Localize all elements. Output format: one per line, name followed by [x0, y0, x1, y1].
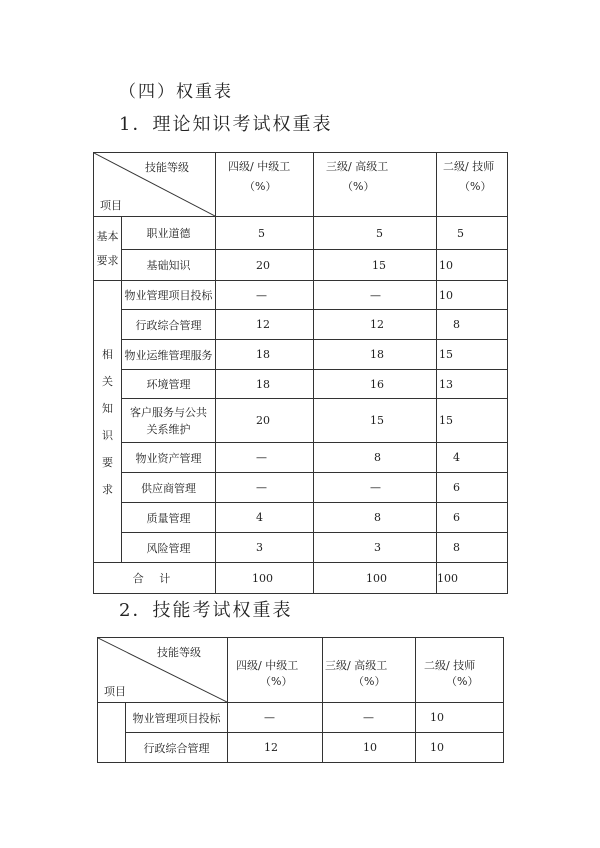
corner-cell: [94, 153, 216, 217]
skill-heading: 2．技能考试权重表: [119, 600, 293, 621]
value-cell: 18: [314, 340, 437, 370]
value-cell: 10: [416, 703, 504, 733]
row-item: 基础知识: [122, 250, 216, 281]
value-cell: —: [216, 473, 314, 503]
value-cell: 8: [314, 443, 437, 473]
group-label: 基本 要求: [94, 217, 122, 281]
level-header: 三级/ 高级工 （%）: [314, 153, 437, 217]
value-cell: 12: [216, 310, 314, 340]
value-cell: 4: [216, 503, 314, 533]
value-cell: 15: [314, 399, 437, 443]
value-cell: 20: [216, 250, 314, 281]
skill-level-label: 技能等级: [145, 161, 189, 174]
row-item: 职业道德: [122, 217, 216, 250]
group-label: 相 关 知 识 要 求: [94, 281, 122, 563]
value-cell: 3: [314, 533, 437, 563]
table-row: [94, 217, 508, 250]
total-row: [94, 563, 508, 594]
table-row: [94, 281, 508, 310]
row-item: 物业资产管理: [122, 443, 216, 473]
value-cell: —: [314, 281, 437, 310]
table-row: [98, 733, 504, 763]
table-row: [94, 399, 508, 443]
value-cell: 18: [216, 370, 314, 399]
row-item: 质量管理: [122, 503, 216, 533]
value-cell: —: [323, 703, 416, 733]
table-row: [94, 250, 508, 281]
row-item: 物业管理项目投标: [122, 281, 216, 310]
value-cell: —: [228, 703, 323, 733]
table-row: [94, 443, 508, 473]
table-row: [94, 473, 508, 503]
value-cell: 20: [216, 399, 314, 443]
row-item: 行政综合管理: [126, 733, 228, 763]
value-cell: 6: [437, 473, 508, 503]
value-cell: 10: [437, 250, 508, 281]
value-cell: —: [216, 281, 314, 310]
row-item: 风险管理: [122, 533, 216, 563]
level-header: 三级/ 高级工 （%）: [323, 638, 416, 703]
skill-weight-table: [97, 637, 504, 763]
value-cell: 6: [437, 503, 508, 533]
item-label: 项目: [104, 685, 126, 698]
level-header: 二级/ 技师 （%）: [437, 153, 508, 217]
value-cell: 4: [437, 443, 508, 473]
value-cell: 18: [216, 340, 314, 370]
value-cell: 5: [437, 217, 508, 250]
section-heading: （四）权重表: [119, 82, 233, 102]
table-row: [98, 703, 504, 733]
row-item: 客户服务与公共关系维护: [122, 399, 216, 443]
theory-weight-table: [93, 152, 508, 594]
row-item: 环境管理: [122, 370, 216, 399]
skill-level-label: 技能等级: [157, 646, 201, 659]
value-cell: 100: [437, 563, 508, 594]
table-row: [94, 370, 508, 399]
level-header: 四级/ 中级工 （%）: [228, 638, 323, 703]
table-row: [94, 310, 508, 340]
value-cell: 8: [314, 503, 437, 533]
table-row: [94, 503, 508, 533]
value-cell: 8: [437, 310, 508, 340]
value-cell: 100: [314, 563, 437, 594]
group-label: [98, 703, 126, 763]
row-item: 物业运维管理服务: [122, 340, 216, 370]
value-cell: 12: [314, 310, 437, 340]
value-cell: —: [216, 443, 314, 473]
value-cell: 12: [228, 733, 323, 763]
value-cell: 15: [437, 340, 508, 370]
level-header: 四级/ 中级工 （%）: [216, 153, 314, 217]
row-item: 物业管理项目投标: [126, 703, 228, 733]
value-cell: 10: [416, 733, 504, 763]
value-cell: 16: [314, 370, 437, 399]
row-item: 行政综合管理: [122, 310, 216, 340]
value-cell: 5: [216, 217, 314, 250]
theory-heading: 1．理论知识考试权重表: [119, 114, 333, 135]
value-cell: 3: [216, 533, 314, 563]
table-row: [94, 340, 508, 370]
value-cell: 15: [437, 399, 508, 443]
value-cell: 13: [437, 370, 508, 399]
corner-cell: [98, 638, 228, 703]
row-item: 供应商管理: [122, 473, 216, 503]
value-cell: 10: [437, 281, 508, 310]
item-label: 项目: [100, 199, 122, 212]
value-cell: —: [314, 473, 437, 503]
level-header: 二级/ 技师 （%）: [416, 638, 504, 703]
table-row: [94, 533, 508, 563]
header-row: [94, 153, 508, 217]
header-row: [98, 638, 504, 703]
value-cell: 10: [323, 733, 416, 763]
value-cell: 15: [314, 250, 437, 281]
value-cell: 100: [216, 563, 314, 594]
value-cell: 8: [437, 533, 508, 563]
total-label: 合 计: [94, 563, 216, 594]
value-cell: 5: [314, 217, 437, 250]
